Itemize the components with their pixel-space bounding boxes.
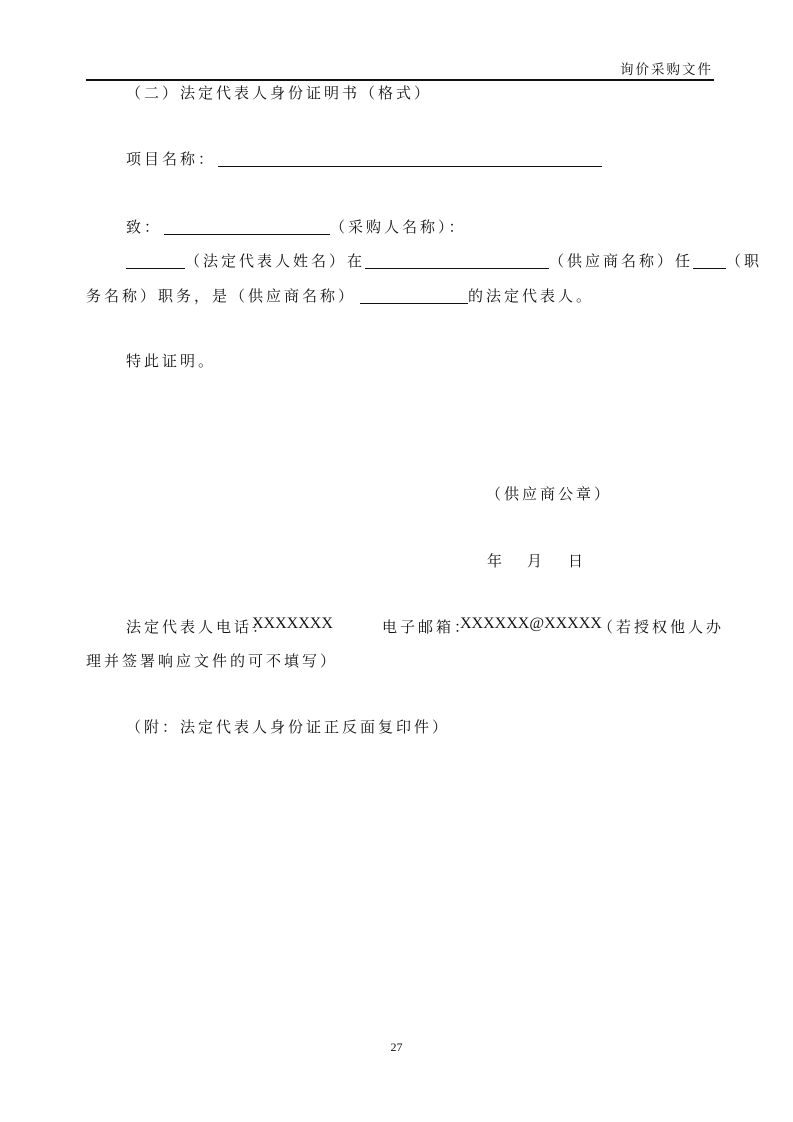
phone-label: 法定代表人电话： <box>126 618 271 636</box>
addressee-prefix: 致： <box>126 218 163 236</box>
statement-part-3: （职 <box>726 252 763 270</box>
supplier-seal-label: （供应商公章） <box>486 485 613 503</box>
page-number: 27 <box>390 1040 403 1054</box>
project-name-row <box>126 148 602 169</box>
header-rule <box>86 79 714 81</box>
contact-note-part-2: 理并签署响应文件的可不填写） <box>86 652 339 670</box>
statement-line-1 <box>126 250 762 271</box>
phone-value: XXXXXXX <box>252 615 333 632</box>
legal-rep-name-field[interactable] <box>126 253 185 269</box>
purchaser-name-field[interactable] <box>164 219 330 235</box>
statement-part-1: （法定代表人姓名）在 <box>185 252 366 270</box>
statement-line-2 <box>86 285 594 306</box>
addressee-suffix: （采购人名称）： <box>330 218 467 236</box>
position-field[interactable] <box>693 253 726 269</box>
supplier-name-field-2[interactable] <box>360 288 468 304</box>
date-year: 年 <box>487 552 503 570</box>
date-day: 日 <box>568 552 584 570</box>
contact-note-part-1: （若授权他人办 <box>598 618 725 636</box>
statement-line-2-start: 务名称）职务，是（供应商名称） <box>86 287 357 305</box>
date-month: 月 <box>527 552 543 570</box>
project-name-field[interactable] <box>218 151 602 167</box>
section-title: （二）法定代表人身份证明书（格式） <box>126 84 433 102</box>
email-label: 电子邮箱： <box>382 618 473 636</box>
statement-line-2-end: 的法定代表人。 <box>468 287 595 305</box>
attachment-note: （附：法定代表人身份证正反面复印件） <box>126 718 451 736</box>
certify-text: 特此证明。 <box>126 352 217 370</box>
project-name-label: 项目名称： <box>126 150 217 168</box>
addressee-row <box>126 216 467 237</box>
statement-part-2: （供应商名称）任 <box>549 252 694 270</box>
email-value: XXXXXX@XXXXX <box>460 615 602 632</box>
supplier-name-field[interactable] <box>365 253 549 269</box>
document-header: 询价采购文件 <box>620 62 713 78</box>
